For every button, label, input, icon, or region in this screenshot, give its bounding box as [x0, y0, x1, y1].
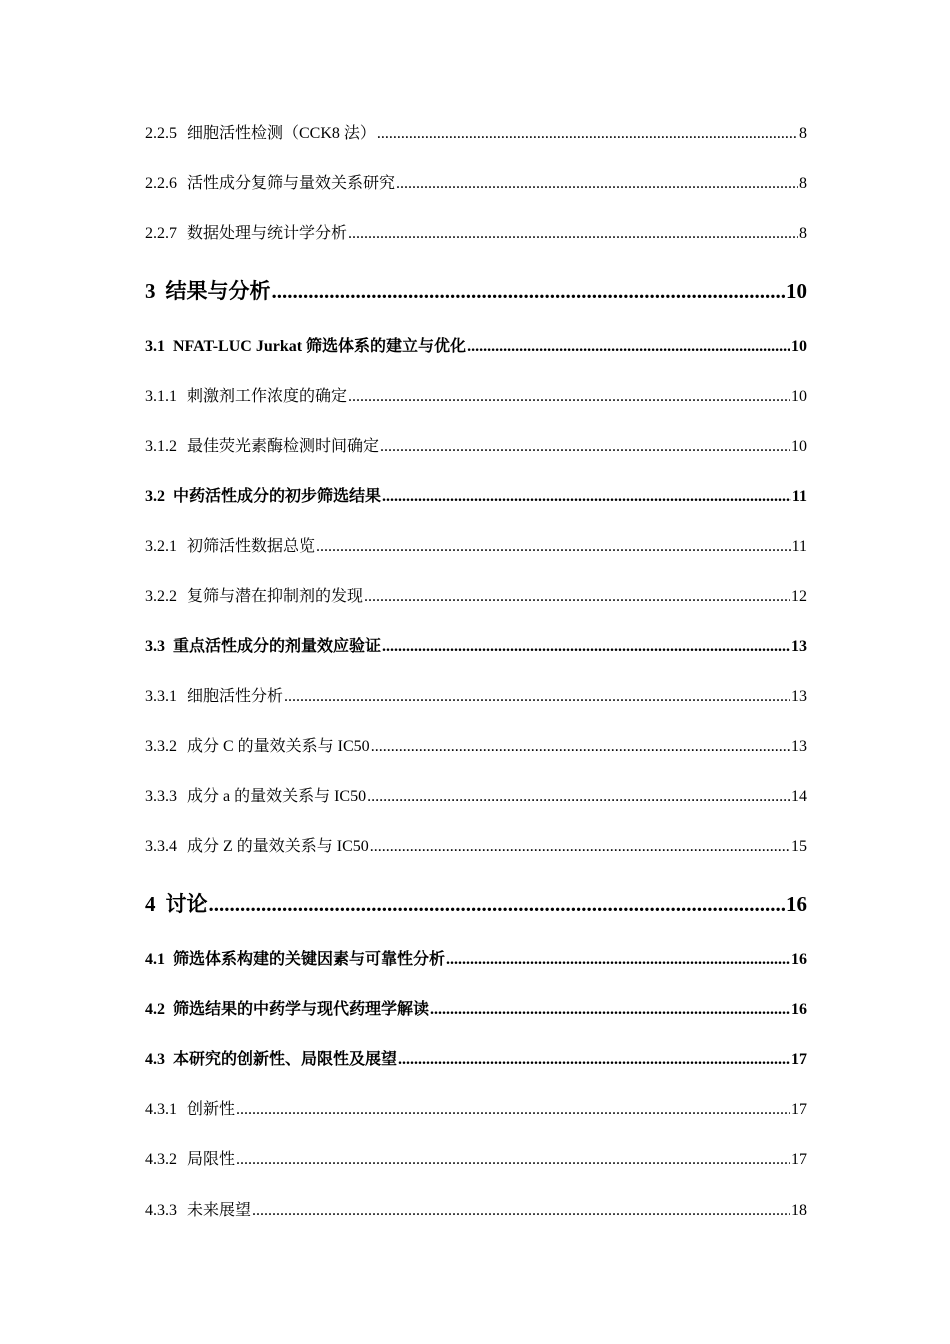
toc-entry-title: 数据处理与统计学分析 [187, 225, 348, 242]
toc-dot-leader [382, 486, 791, 508]
toc-entry [145, 1049, 807, 1071]
toc-entry [145, 890, 807, 918]
toc-entry-page: 10 [791, 438, 807, 455]
toc-entry [145, 123, 807, 145]
toc-entry [145, 486, 807, 508]
toc-entry-title: 筛选结果的中药学与现代药理学解读 [173, 1001, 430, 1018]
toc-entry-title: 成分 a 的量效关系与 IC50 [187, 788, 367, 805]
toc-dot-leader [430, 999, 790, 1021]
toc-dot-leader [272, 277, 786, 305]
toc-entry-title: 本研究的创新性、局限性及展望 [173, 1051, 398, 1068]
toc-entry-page: 13 [791, 688, 807, 705]
toc-entry [145, 586, 807, 608]
toc-entry-page: 16 [791, 1001, 807, 1018]
toc-entry-number: 4.2 [145, 1001, 165, 1018]
toc-entry-number: 4.3.1 [145, 1101, 177, 1118]
toc-entry-page: 14 [791, 788, 807, 805]
toc-entry [145, 277, 807, 305]
toc-entry-title: 创新性 [187, 1101, 236, 1118]
toc-dot-leader [446, 949, 790, 971]
toc-entry-number: 2.2.7 [145, 225, 177, 242]
toc-entry-title: 初筛活性数据总览 [187, 538, 316, 555]
toc-entry-page: 13 [791, 738, 807, 755]
toc-entry-number: 3.2.1 [145, 538, 177, 555]
toc-entry-page: 12 [791, 588, 807, 605]
toc-entry-page: 10 [791, 338, 807, 355]
toc-dot-leader [209, 890, 786, 918]
toc-entry-title: 细胞活性分析 [187, 688, 284, 705]
toc-entry [145, 686, 807, 708]
toc-entry-title: NFAT-LUC Jurkat 筛选体系的建立与优化 [173, 338, 467, 355]
toc-entry-title: 局限性 [187, 1151, 236, 1168]
toc-dot-leader [284, 686, 790, 708]
toc-entry-title: 复筛与潜在抑制剂的发现 [187, 588, 364, 605]
toc-entry-title: 刺激剂工作浓度的确定 [187, 388, 348, 405]
toc-entry [145, 386, 807, 408]
toc-entry [145, 1149, 807, 1171]
toc-entry-page: 17 [791, 1051, 807, 1068]
toc-entry [145, 999, 807, 1021]
toc-entry-page: 11 [791, 488, 807, 505]
toc-entry-page: 18 [791, 1202, 807, 1219]
toc-dot-leader [236, 1099, 790, 1121]
toc-entry-page: 8 [799, 125, 807, 142]
toc-dot-leader [382, 636, 790, 658]
toc-dot-leader [377, 123, 798, 145]
toc-entry-title: 活性成分复筛与量效关系研究 [187, 175, 396, 192]
toc-entry-number: 4.3.3 [145, 1202, 177, 1219]
toc-entry-number: 3.2 [145, 488, 165, 505]
toc-entry-page: 13 [791, 638, 807, 655]
toc-entry-page: 11 [791, 538, 807, 555]
toc-entry-number: 4.3 [145, 1051, 165, 1068]
toc-dot-leader [364, 586, 790, 608]
toc-dot-leader [370, 836, 790, 858]
toc-entry [145, 1099, 807, 1121]
toc-entry-page: 16 [791, 951, 807, 968]
toc-entry-page: 8 [799, 175, 807, 192]
toc-dot-leader [396, 173, 798, 195]
toc-dot-leader [348, 386, 790, 408]
toc-entry-number: 3.1.1 [145, 388, 177, 405]
toc-entry-number: 3.1.2 [145, 438, 177, 455]
toc-entry [145, 836, 807, 858]
toc-dot-leader [371, 736, 790, 758]
toc-entry-title: 筛选体系构建的关键因素与可靠性分析 [173, 951, 446, 968]
toc-entry-title: 讨论 [165, 892, 208, 916]
toc-entry-title: 成分 Z 的量效关系与 IC50 [187, 838, 369, 855]
toc-dot-leader [252, 1200, 790, 1222]
toc-entry-number: 2.2.6 [145, 175, 177, 192]
toc-entry [145, 949, 807, 971]
toc-entry-number: 3.3.3 [145, 788, 177, 805]
toc-entry-title: 未来展望 [187, 1202, 252, 1219]
toc-entry [145, 223, 807, 245]
toc-entry-title: 结果与分析 [165, 279, 271, 303]
toc-entry-page: 16 [786, 892, 807, 916]
toc-entry [145, 636, 807, 658]
toc-entry [145, 536, 807, 558]
toc-dot-leader [380, 436, 790, 458]
toc-entry-page: 17 [791, 1101, 807, 1118]
toc-entry-number: 3.3.2 [145, 738, 177, 755]
toc-entry-number: 3.1 [145, 338, 165, 355]
toc-entry-number: 4 [145, 892, 156, 916]
toc-entry-title: 中药活性成分的初步筛选结果 [173, 488, 382, 505]
toc-entry [145, 1200, 807, 1222]
toc-dot-leader [236, 1149, 790, 1171]
toc-entry [145, 173, 807, 195]
toc-entry-page: 15 [791, 838, 807, 855]
toc-entry-number: 3.3 [145, 638, 165, 655]
toc-entry-number: 3.3.1 [145, 688, 177, 705]
toc-entry-page: 17 [791, 1151, 807, 1168]
toc-entry [145, 336, 807, 358]
toc-entry [145, 436, 807, 458]
toc-entry-number: 3.2.2 [145, 588, 177, 605]
toc-entry-title: 成分 C 的量效关系与 IC50 [187, 738, 370, 755]
toc-entry-number: 2.2.5 [145, 125, 177, 142]
toc-entry-number: 4.1 [145, 951, 165, 968]
toc-dot-leader [467, 336, 790, 358]
toc-entry [145, 786, 807, 808]
toc-dot-leader [398, 1049, 790, 1071]
toc-entry-title: 重点活性成分的剂量效应验证 [173, 638, 382, 655]
toc-dot-leader [348, 223, 798, 245]
toc-entry-page: 8 [799, 225, 807, 242]
toc-dot-leader [367, 786, 790, 808]
toc-entry-number: 3 [145, 279, 156, 303]
toc-entry-page: 10 [791, 388, 807, 405]
toc-entry-title: 细胞活性检测（CCK8 法） [187, 125, 376, 142]
toc-dot-leader [316, 536, 791, 558]
toc-entry-title: 最佳荧光素酶检测时间确定 [187, 438, 380, 455]
toc-entry-number: 4.3.2 [145, 1151, 177, 1168]
toc-entry-page: 10 [786, 279, 807, 303]
toc-entry [145, 736, 807, 758]
toc-entry-number: 3.3.4 [145, 838, 177, 855]
